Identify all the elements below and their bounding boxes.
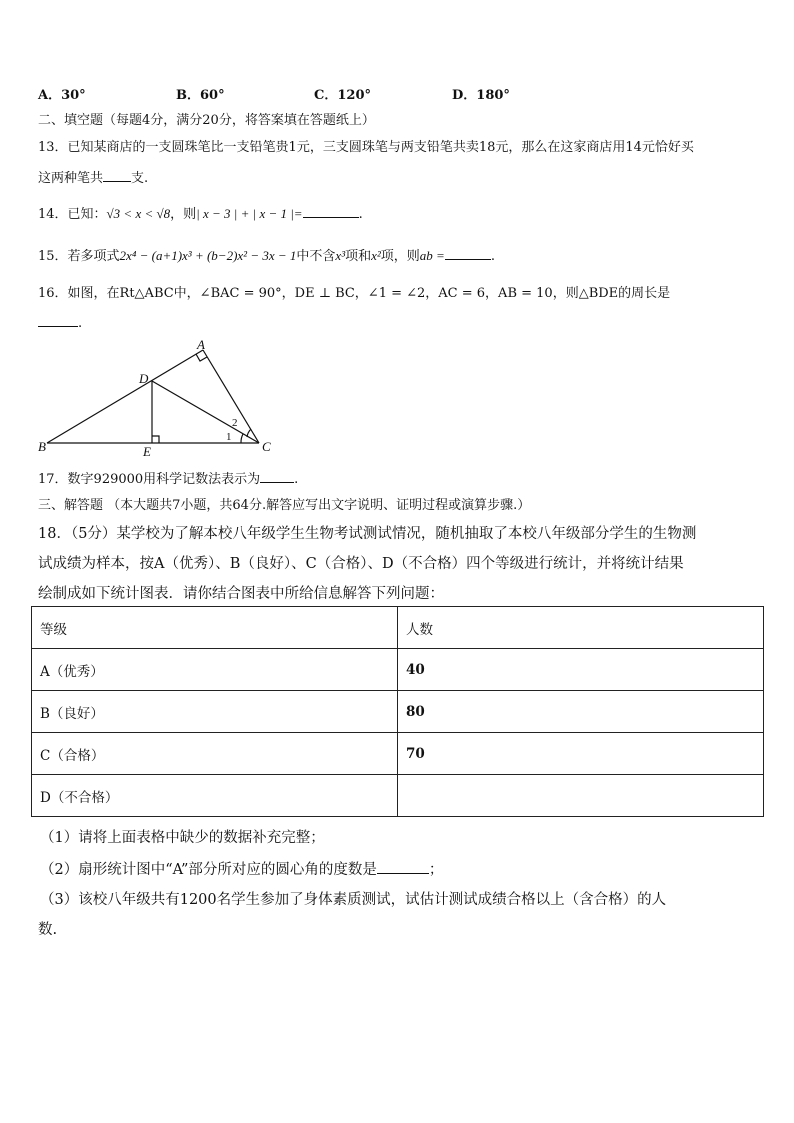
sub-question-2-blank	[377, 861, 429, 874]
q15-polynomial: 2x⁴ − (a+1)x³ + (b−2)x² − 3x − 1	[119, 248, 297, 263]
label-a: A	[197, 337, 205, 352]
grade-table	[31, 606, 764, 817]
q13-text: 这两种笔共	[38, 171, 104, 186]
option-b: B．60°	[176, 88, 225, 103]
triangle-figure	[0, 0, 794, 470]
angle-2-arc	[247, 429, 251, 437]
q15-end: .	[490, 249, 495, 264]
label-angle-1: 1	[226, 431, 232, 443]
label-d: D	[139, 371, 149, 386]
label-c: C	[262, 439, 271, 454]
q17-answer-blank	[260, 470, 294, 483]
option-d: D．180°	[452, 88, 510, 103]
sub-question-3-line2: 数.	[38, 922, 58, 938]
q13-end: 支.	[131, 171, 149, 186]
q18-line1: 18．（5分）某学校为了解本校八年级学生生物考试测试情况，随机抽取了本校八年级部分学生的生物测	[38, 526, 697, 542]
q14-expression: | x − 3 | + | x − 1 |=	[196, 206, 303, 221]
sub-question-2-end: ；	[428, 862, 444, 878]
sub-question-2	[40, 858, 443, 879]
q15-ab: ab =	[419, 248, 445, 263]
table-header-row	[32, 607, 764, 649]
table-cell-grade: C（合格）	[32, 733, 398, 775]
q18-line3: 绘制成如下统计图表．请你结合图表中所给信息解答下列问题：	[38, 586, 444, 602]
q18-line2: 试成绩为样本，按A（优秀）、B（良好）、C（合格）、D（不合格）四个等级进行统计，并将统计结果	[38, 556, 684, 572]
table-cell-grade: A（优秀）	[32, 649, 398, 691]
table-row	[32, 775, 764, 817]
table-cell-count: 40	[398, 649, 764, 691]
q15-mid: 中不含	[296, 249, 336, 264]
q15-term-x3: x³	[335, 248, 346, 263]
q16-end: .	[78, 316, 83, 331]
table-cell-count: 80	[398, 691, 764, 733]
section2-header: 二、填空题（每题4分，满分20分，将答案填在答题纸上）	[38, 113, 375, 128]
q15-pre: 15．若多项式	[38, 249, 120, 264]
table-cell-grade: B（良好）	[32, 691, 398, 733]
table-row	[32, 649, 764, 691]
q14-end: .	[358, 207, 363, 222]
q15-mid3: 项，则	[380, 249, 420, 264]
table-cell-count: 70	[398, 733, 764, 775]
q17-end: .	[294, 472, 299, 487]
sub-question-3-line1: （3）该校八年级共有1200名学生参加了身体素质测试，试估计测试成绩合格以上（含合格）的人	[40, 892, 667, 908]
sub-question-1: （1）请将上面表格中缺少的数据补充完整；	[40, 830, 325, 846]
q15-term-x2: x²	[371, 248, 381, 263]
section3-header: 三、解答题 （本大题共7小题，共64分.解答应写出文字说明、证明过程或演算步骤.）	[38, 498, 531, 513]
label-angle-2: 2	[232, 417, 238, 429]
option-a: A．30°	[38, 88, 86, 103]
q16-line1: 16．如图，在Rt△ABC中，∠BAC = 90°，DE ⊥ BC，∠1 = ∠2，AC = 6，AB = 10，则△BDE的周长是	[38, 286, 671, 301]
table-cell-count	[398, 775, 764, 817]
table-row	[32, 733, 764, 775]
sub-question-2-text: （2）扇形统计图中“A”部分所对应的圆心角的度数是	[40, 862, 377, 878]
q14-mid: ，则	[170, 207, 197, 222]
segment-dc	[152, 381, 259, 443]
table-header-cell: 人数	[398, 607, 764, 649]
table-header-cell: 等级	[32, 607, 398, 649]
q15-mid2: 项和	[345, 249, 372, 264]
label-b: B	[38, 439, 46, 454]
table-cell-grade: D（不合格）	[32, 775, 398, 817]
q13-line1: 13．已知某商店的一支圆珠笔比一支铅笔贵1元，三支圆珠笔与两支铅笔共卖18元，那么在这家商店用14元恰好买	[38, 140, 694, 155]
q17-line	[38, 468, 298, 487]
q14-number: 14．已知：	[38, 207, 107, 222]
right-angle-mark-e	[152, 436, 159, 443]
label-e: E	[143, 444, 151, 459]
table-row	[32, 691, 764, 733]
q17-text: 17．数字929000用科学记数法表示为	[38, 472, 261, 487]
option-c: C．120°	[314, 88, 371, 103]
q14-condition: √3 < x < √8	[106, 206, 171, 221]
angle-1-arc	[241, 434, 243, 443]
